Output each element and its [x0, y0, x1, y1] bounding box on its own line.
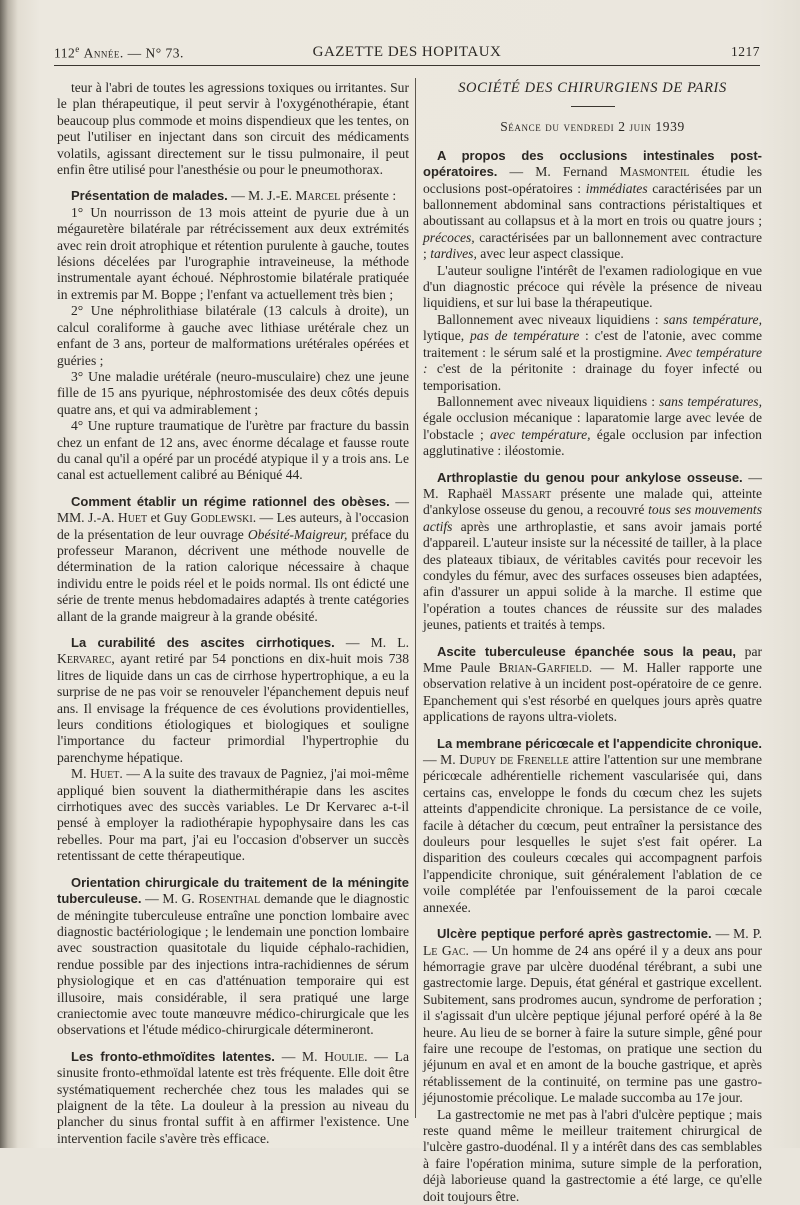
text: Ballonnement avec niveaux liquidiens : — [437, 311, 659, 327]
text: après une arthroplastie, et sans avoir jamais porté d'appareil. L'auteur insiste sur la nécessité de tailler, à la place des plateaux tibiaux, de véritables cavités pour recevoir les condyles du fémur, avec des surfaces osseuses bien adaptées, afin d'assurer un appui solide à la marche. Il estime que l'opération a toutes chances de réussite sur des malades jeunes, patients et traités à temps. — [423, 518, 762, 633]
author-prefix: — M. — [423, 752, 456, 768]
right-column — [423, 80, 762, 1205]
text: caractérisées par un ballonnement avec contracture ; — [423, 229, 762, 262]
section-paragraph — [57, 875, 409, 1039]
text: — Les auteurs, à l'occasion de la présentation de leur ouvrage — [57, 510, 409, 542]
emphasis: sans température, — [663, 311, 762, 327]
text: : c'est de l'atonie, avec comme traitement : le sérum salé et la prostigmine. — [423, 328, 762, 360]
section-paragraph — [57, 635, 409, 766]
text: caractérisées par un ballonnement abdominal sans contractions péristaltiques et aboutissant au collapsus et à la mort en trois ou quatre jours ; — [423, 180, 762, 229]
text: demande que le diagnostic de méningite tuberculeuse entraîne une ponction lombaire avec diagnostic bactériologique ; le lendemain une ponction lombaire avec soustraction quasitotale du liquide céphalo-rachidien, rendue possible par des injections intra-rachidiennes de sérum physiologique et en cas d'atténuation temporaire qui est illusoire, mais considérable, il sera pratiqué une large craniectomie avec toute manœuvre médico-chirurgicale que les observations et l'étude médico-chirurgicale détermineront. — [57, 891, 410, 1038]
year-number: 112 — [54, 45, 76, 61]
text: égale occlusion par infection agglutinative : iléostomie. — [423, 426, 762, 459]
section-membrane — [423, 736, 762, 916]
running-header — [54, 44, 760, 66]
author-name: Marcel — [295, 188, 341, 204]
text: — La sinusite fronto-ethmoïdal latente est très fréquente. Elle doit être systématiquement recherchée chez tous les malades qui se plaignent de la tête. La douleur à la pression au niveau du plancher du sinus frontal suffit à en affirmer l'existence. Une intervention facile s'avère très efficace. — [57, 1048, 409, 1146]
text: — M. Haller rapporte une observation relative à un incident post-opératoire de ce genre. Epanchement qui s'est résorbé en quelques jours après quatre applications de rayons ultra-violets. — [423, 660, 763, 725]
author-prefix: — M. — [281, 1048, 318, 1064]
section-heading: Ulcère peptique perforé après gastrectomie. — [437, 926, 712, 942]
section-paragraph — [57, 188, 409, 204]
section-ascite-tuberculeuse — [423, 644, 762, 726]
section-ulcere — [423, 926, 762, 1205]
paragraph — [423, 312, 762, 394]
list-item: 2° Une néphrolithiase bilatérale (13 calculs à droite), un calcul coraliforme à gauche avec lithiase urétérale chez un enfant de 3 ans, porteur de malformations urétérales opérées et guéries ; — [57, 303, 409, 368]
emphasis: sans températures, — [659, 393, 762, 409]
intro-paragraph: teur à l'abri de toutes les agressions toxiques ou irritantes. Sur le plan thérapeutique, il peut servir à l'oxygénothérapie, étant beaucoup plus commode et moins dispendieux que les tentes, on peut l'utiliser en injectant dans son circuit des médicaments volatils, agissant directement sur le tissu pulmonaire, il peut enfin être utilisé pour l'anesthésie ou pour le pneumothorax. — [57, 80, 409, 178]
seance-date: Séance du vendredi 2 juin 1939 — [500, 119, 685, 135]
journal-title: GAZETTE DES HOPITAUX — [312, 44, 502, 60]
author-name: Masmonteil — [619, 164, 690, 180]
text: lytique, — [423, 328, 465, 344]
section-paragraph — [423, 148, 762, 263]
text: — Un homme de 24 ans opéré il y a deux ans pour hémorragie grave par ulcère duodénal térébrant, a subi une gastrectomie large. Depuis, état général et gastrique excellent. Subitement, sans prodromes aucun, syndrome de perforation ; il s'agissait d'un ulcère peptique jéjunal perforé opéré à la 8e heure. Au lieu de se borner à faire la suture simple, gêné pour faire une recoupe de l'estomas, on pratique une section du jéjunum en aval et en amont de la bouche gastrique, et après rétablissement de la continuité, on termine pas une gastro-jéjunostomie précolique. Le malade succomba au 17e jour. — [423, 942, 762, 1106]
list-item: 3° Une maladie urétérale (neuro-musculaire) chez une jeune fille de 15 ans pyurique, néphrostomisée des deux côtés depuis quatre ans, et qui va admirablement ; — [57, 368, 409, 417]
book-title: Obésité-Maigreur, — [247, 526, 348, 542]
society-rule — [571, 106, 615, 107]
author-name: Brian-Garfield. — [498, 660, 593, 675]
paragraph — [423, 394, 762, 460]
list-item: 1° Un nourrisson de 13 mois atteint de pyurie due à un mégauretère bilatérale par rétrécissement aux deux extrémités avec rein droit atrophique et rétention purulente à gauche, toutes lésions décelées par l'urographie intraveineuse, la méthode instrumentale ayant échoué. Néphrostomie bilatérale pratiquée in extremis par M. Boppe ; l'enfant va actuellement très bien ; — [57, 204, 409, 302]
author-name: Rosenthal — [198, 891, 261, 907]
text: présente une malade qui, atteinte d'ankylose osseuse du genou, a recouvré — [423, 485, 762, 518]
section-meningite — [57, 875, 409, 1039]
text: étudie les occlusions post-opératoires : — [423, 164, 762, 196]
author-name: Huet. — [90, 766, 123, 782]
section-paragraph — [423, 644, 762, 726]
section-heading: Ascite tuberculeuse épanchée sous la peau, — [437, 643, 737, 659]
section-heading: La curabilité des ascites cirrhotiques. — [71, 635, 335, 650]
author-name: Dupuy de Frenelle — [459, 752, 569, 768]
section-ethmoidites — [57, 1049, 409, 1147]
emphasis: précoces, — [423, 229, 475, 245]
text: préface du professeur Maranon, décrivent une méthode nouvelle de détermination de la ration calorique nécessaire à chaque individu entre le poids réel et le poids normal. Ils ont édicté une série de trente menus hebdomadaires adaptés à trente catégories allant de la grande maigreur à la grande obésité. — [57, 526, 410, 624]
header-rule — [54, 65, 760, 66]
section-paragraph — [423, 926, 762, 1106]
emphasis: immédiates — [585, 180, 648, 196]
author-prefix: — M. Raphaël — [423, 469, 762, 501]
column-divider — [415, 78, 416, 1118]
section-ascites — [57, 635, 409, 865]
author-name: Massart — [501, 485, 552, 501]
page-number: 1217 — [731, 44, 760, 59]
author-prefix: — M. L. — [345, 635, 409, 650]
section-heading: Orientation chirurgicale du traitement de la méningite tuberculeuse. — [57, 874, 409, 907]
section-heading: Comment établir un régime rationnel des obèses. — [71, 493, 390, 509]
author-prefix: — M. J.-E. — [231, 188, 292, 204]
author-prefix: — M. G. — [145, 891, 195, 907]
section-heading: Les fronto-ethmoïdites latentes. — [71, 1048, 275, 1064]
list-item: 4° Une rupture traumatique de l'urètre par fracture du bassin chez un enfant de 12 ans, avec énorme décalage et fausse route du canal qu'il a opéré par un procédé atypique il y a trois ans. Le canal est actuellement calibré au Béniqué 44. — [57, 418, 409, 483]
emphasis: tous ses mouvements actifs — [423, 502, 762, 534]
text: — A la suite des travaux de Pagniez, j'ai moi-même appliqué bien souvent la diathermithérapie dans les ascites cirrhotiques avec des succès variables. Le Dr Kervarec a-t-il pensé à employer la radiothérapie hypophysaire dans les cas rebelles. Pour ma part, j'ai eu l'occasion d'observer un succès retentissant de cette thérapeutique. — [57, 766, 409, 864]
section-heading: Présentation de malades. — [71, 188, 228, 204]
author-name: Houlie. — [324, 1048, 368, 1064]
text: présente : — [343, 188, 397, 204]
paragraph: L'auteur souligne l'intérêt de l'examen radiologique en vue d'un diagnostic précoce qui révèle la présence de niveau liquidiens, et sur lui base la thérapeutique. — [423, 262, 762, 311]
emphasis: pas de température — [469, 328, 580, 344]
author-prefix: M. — [71, 766, 87, 782]
section-occlusions — [423, 148, 762, 460]
section-paragraph — [423, 736, 762, 916]
section-paragraph — [423, 470, 762, 634]
society-title: SOCIÉTÉ DES CHIRURGIENS DE PARIS — [458, 80, 727, 96]
section-arthroplastie — [423, 470, 762, 634]
section-heading: A propos des occlusions intestinales post-opératoires. — [423, 147, 762, 180]
author-prefix: — M. Fernand — [509, 164, 608, 180]
section-presentation — [57, 188, 409, 483]
section-heading: Arthroplastie du genou pour ankylose osseuse. — [437, 469, 743, 485]
annee-label: Année. — [83, 45, 124, 61]
section-paragraph — [57, 1049, 409, 1147]
discussion-paragraph — [57, 766, 409, 864]
text: c'est de la péritonite : drainage du foyer infecté ou temporisation. — [423, 361, 762, 393]
author-name: Huet — [117, 510, 148, 526]
paragraph: La gastrectomie ne met pas à l'abri d'ulcère peptique ; mais reste quand même le meilleur traitement chirurgical de l'ulcère gastro-duodénal. Il y a intérêt dans des cas semblables à faire l'opération minima, suture simple de la perforation, déjà laborieuse quand la gastrectomie a été large, ce qu'elle doit toujours être. — [423, 1106, 762, 1204]
text: par Mme Paule — [423, 643, 762, 675]
author-name: Kervarec, — [57, 651, 115, 667]
text: égale occlusion mécanique : laparatomie large avec levée de l'obstacle ; — [423, 410, 762, 442]
emphasis: avec température, — [490, 426, 591, 442]
text: ayant retiré par 54 ponctions en dix-huit mois 738 litres de liquide dans un cas de cirrhose hypertrophique, a eu la surprise de ne pas voir se renouveler l'épanchement depuis neuf ans. Il envisage la fréquence de ces évolutions providentielles, leurs conditions étiologiques et biologiques et souligne l'importance du facteur primordial l'hypertrophie du parenchyme hépatique. — [57, 651, 409, 765]
issue-number: — N° 73. — [127, 45, 184, 61]
year-sup: e — [75, 44, 80, 54]
left-column — [57, 80, 409, 1147]
author-name: Le Gac. — [423, 942, 469, 958]
emphasis: Avec température : — [423, 344, 762, 377]
text: et Guy — [150, 510, 188, 526]
emphasis: tardives, — [430, 246, 477, 262]
section-heading: La membrane péricœcale et l'appendicite chronique. — [437, 735, 762, 751]
author-name: Godlewski. — [190, 510, 257, 526]
text: — MM. J.-A. — [57, 493, 409, 526]
text: attire l'attention sur une membrane péricœcale adhérentielle richement vascularisée qui, dans certains cas, enveloppe le fonds du cœcum chez les sujets atteints d'appendicite chronique. La persistance de ce voile, facile à détacher du cœcum, peut entraîner la persistance des douleurs pour lesquelles le sujet s'est fait opérer. La disparition des couleurs cœcales qui accompagnent parfois l'appendicite chronique, suit généralement l'ablation de ce voile complétée par l'enfouissement de la paroi cœcale annexée. — [423, 752, 762, 915]
text: Ballonnement avec niveaux liquidiens : — [437, 393, 655, 409]
section-obeses — [57, 494, 409, 625]
text: avec leur aspect classique. — [480, 246, 624, 262]
author-prefix: — M. P. — [715, 926, 763, 942]
section-paragraph — [57, 494, 409, 625]
